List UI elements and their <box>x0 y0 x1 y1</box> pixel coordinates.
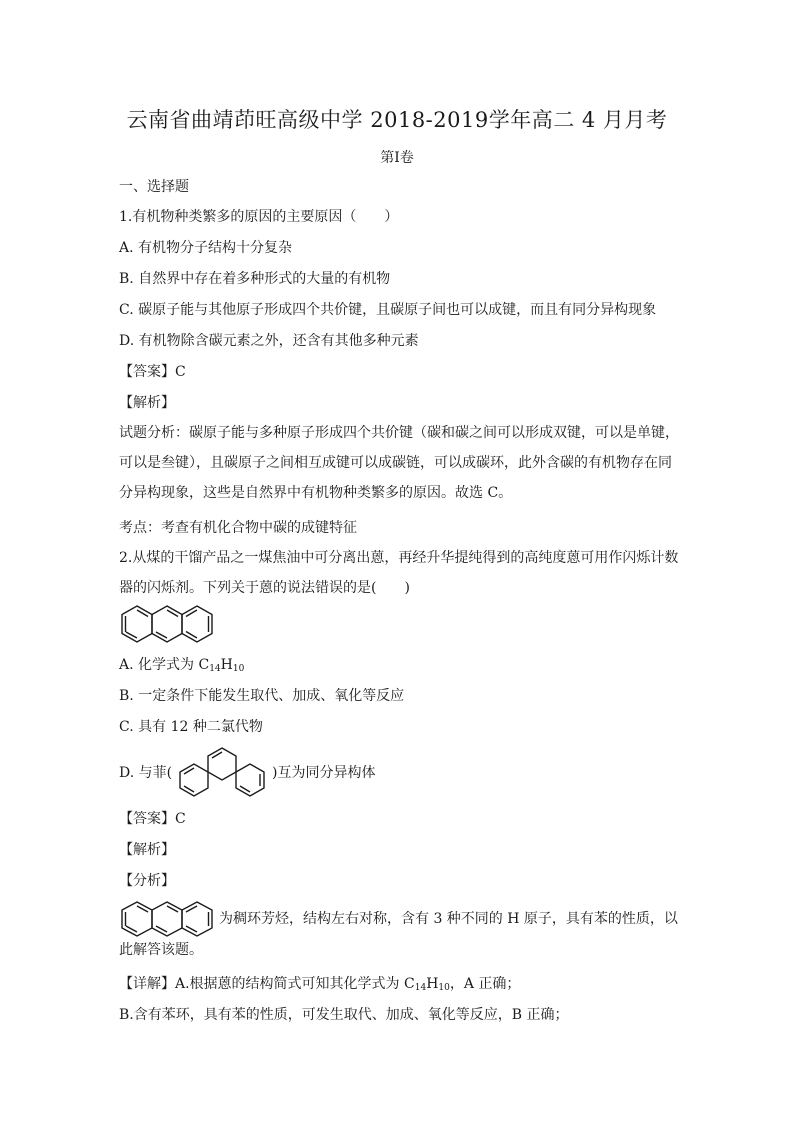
q1-option-a: A. 有机物分子结构十分复杂 <box>119 240 293 256</box>
q1-stem: 1.有机物种类繁多的原因的主要原因（ ） <box>119 209 399 225</box>
q2-fenxi-line1: 为稠环芳烃，结构左右对称，含有 3 种不同的 H 原子，具有苯的性质，以 <box>219 911 678 927</box>
q2-answer: 【答案】C <box>119 811 186 827</box>
q1-analysis-label: 【解析】 <box>119 395 175 411</box>
q1-analysis-text: 试题分析：碳原子能与多种原子形成四个共价键（碳和碳之间可以形成双键，可以是单键，可以是叁键），且碳原子之间相互成键可以成碳链，可以成碳环，此外含碳的有机物存在同分异构现象，这些是自然界中有机物种类繁多的原因。故选 C。 <box>119 425 679 501</box>
anthracene-inline-structure <box>120 900 218 938</box>
q2-fenxi-label: 【分析】 <box>119 873 175 889</box>
q2-detail-a: 【详解】A.根据蒽的结构简式可知其化学式为 $C_{14}H_{10}$，A 正确； <box>119 976 521 993</box>
q1-answer: 【答案】C <box>119 364 186 380</box>
q1-option-d: D. 有机物除含碳元素之外，还含有其他多种元素 <box>119 333 419 349</box>
page-title: 云南省曲靖茚旺高级中学 2018-2019学年高二 4 月月考 <box>126 108 668 132</box>
section-heading: 一、选择题 <box>119 179 189 195</box>
q2-option-b: B. 一定条件下能发生取代、加成、氧化等反应 <box>119 688 405 704</box>
q2-option-d-prefix: D. 与菲( <box>119 765 173 781</box>
q2-analysis-label: 【解析】 <box>119 842 175 858</box>
q2-option-c: C. 具有 12 种二氯代物 <box>119 719 263 735</box>
q2-detail-b: B.含有苯环，具有苯的性质，可发生取代、加成、氧化等反应，B 正确； <box>119 1007 569 1023</box>
anthracene-structure <box>120 604 220 644</box>
q2-option-a: A. 化学式为 $C_{14}H_{10}$ <box>119 657 245 674</box>
q1-option-c: C. 碳原子能与其他原子形成四个共价键，且碳原子间也可以成键，而且有同分异构现象 <box>119 302 657 318</box>
q1-kaodian: 考点：考查有机化合物中碳的成键特征 <box>119 520 357 536</box>
q2-stem: 2.从煤的干馏产品之一煤焦油中可分离出蒽，再经升华提纯得到的高纯度蒽可用作闪烁计数器的闪烁剂。下列关于蒽的说法错误的是( ) <box>119 550 679 596</box>
phenanthrene-structure <box>172 746 272 800</box>
q2-option-d-suffix: )互为同分异构体 <box>272 765 376 781</box>
q2-fenxi-line2: 此解答该题。 <box>119 942 203 958</box>
volume-label: 第I卷 <box>380 150 414 166</box>
q1-option-b: B. 自然界中存在着多种形式的大量的有机物 <box>119 271 391 287</box>
